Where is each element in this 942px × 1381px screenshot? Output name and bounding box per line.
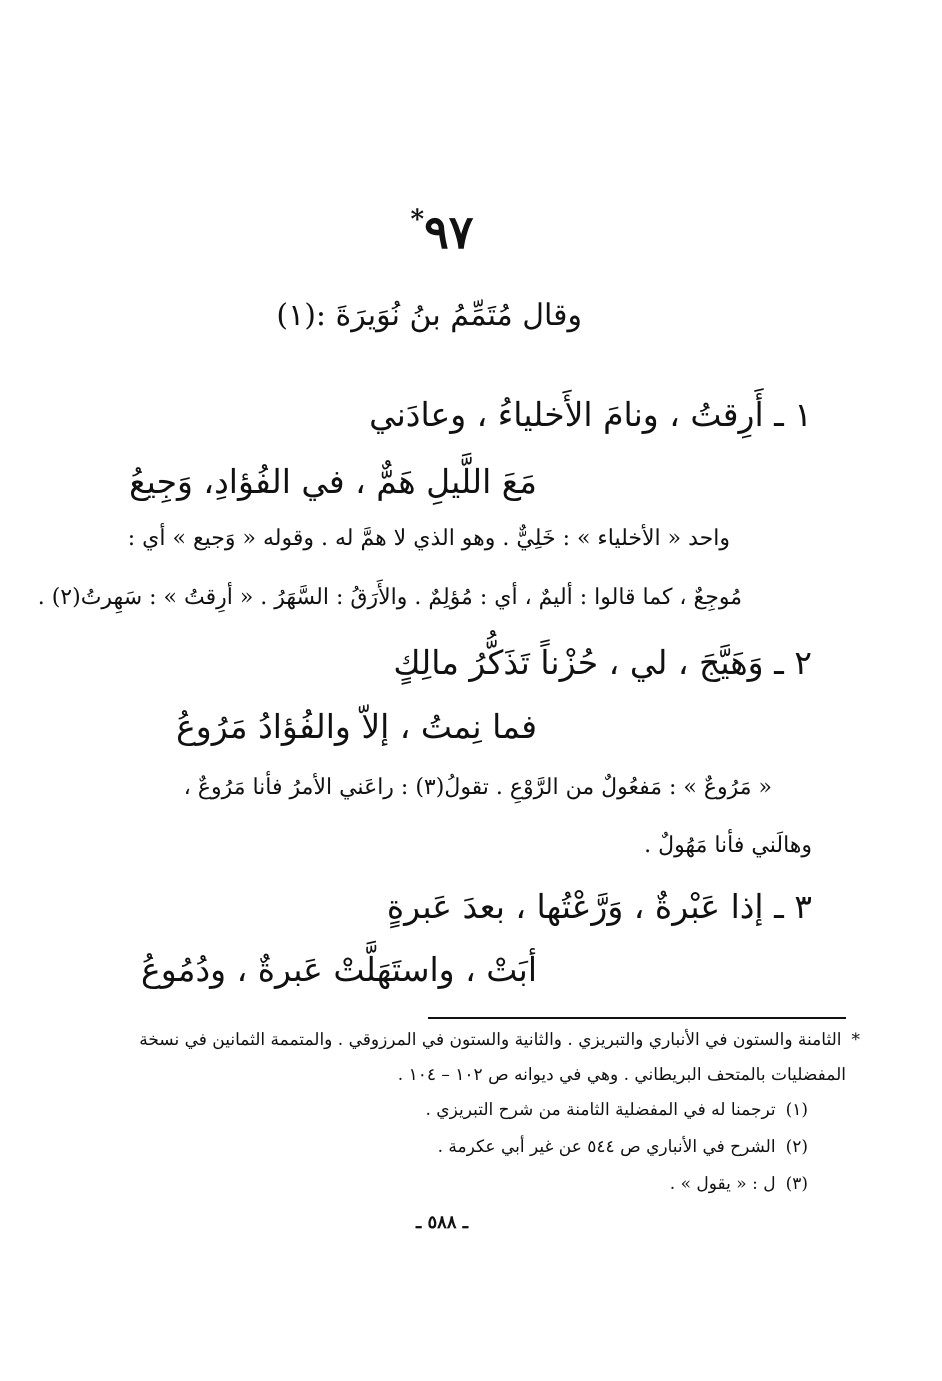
footnote-1-text: ترجمنا له في المفضلية الثامنة من شرح التبريزي . (425, 1100, 776, 1120)
page-number: ـ ٥٨٨ ـ (415, 1212, 469, 1233)
footnote-1-number: (١) (785, 1100, 808, 1120)
verse-3-first-hemistich: ٣ ـ إذا عَبْرةٌ ، وَرَّعْتُها ، بعدَ عَبرةٍ (386, 887, 812, 926)
verse-3-second-hemistich: أبَتْ ، واستَهَلَّتْ عَبرةٌ ، ودُمُوعُ (141, 950, 537, 989)
verse-1-second-hemistich: مَعَ اللَّيلِ هَمٌّ ، في الفُؤادِ، وَجِيعُ (129, 462, 537, 501)
footnote-2-number: (٢) (785, 1137, 808, 1157)
footnote-2-text: الشرح في الأنباري ص ٥٤٤ عن غير أبي عكرمة . (437, 1137, 776, 1157)
footnote-3 (670, 1174, 808, 1194)
footnote-2 (438, 1137, 808, 1157)
footnote-star-line-1 (139, 1030, 860, 1050)
gloss-2-line-1: « مَرُوعٌ » : مَفعُولٌ من الرَّوْعِ . تقولُ(٣) : راعَني الأمرُ فأنا مَرُوعٌ ، (183, 775, 772, 800)
gloss-1-line-1: واحد « الأخلياء » : خَلِيٌّ . وهو الذي لا همَّ له . وقوله « وَجيع » أي : (127, 526, 730, 551)
footnote-star-marker: * (851, 1030, 860, 1050)
gloss-2-line-2: وهالَني فأنا مَهُولٌ . (644, 833, 812, 858)
poem-intro: وقال مُتَمِّمُ بنُ نُوَيرَةَ :(١) (276, 298, 582, 333)
footnote-3-text: ل : « يقول » . (669, 1174, 776, 1194)
verse-1-first-hemistich: ١ ـ أَرِقتُ ، ونامَ الأَخلياءُ ، وعادَني (369, 395, 812, 434)
footnote-3-number: (٣) (785, 1174, 808, 1194)
footnote-star-text-1: الثامنة والستون في الأنباري والتبريزي . والثانية والستون في المرزوقي . والمتممة الثمانين في نسخة (139, 1030, 842, 1050)
poem-star-marker: * (410, 205, 425, 235)
gloss-1-line-2: مُوجِعٌ ، كما قالوا : أليمٌ ، أي : مُؤلِمٌ . والأَرَقُ : السَّهَرُ . « أرِقتُ » : سَهِرتُ(٢) . (37, 585, 742, 610)
verse-2-second-hemistich: فما نِمتُ ، إلاّ والفُؤادُ مَرُوعُ (176, 707, 537, 746)
footnote-1 (425, 1100, 808, 1120)
verse-2-first-hemistich: ٢ ـ وَهَيَّجَ ، لي ، حُزْناً تَذَكُّرُ مالِكٍ (393, 643, 812, 682)
poem-number: ٩٧ (424, 205, 474, 259)
footnote-separator (428, 1017, 846, 1019)
poem-number-heading (392, 205, 492, 259)
footnote-star-line-2: المفضليات بالمتحف البريطاني . وهي في ديوانه ص ١٠٢ – ١٠٤ . (397, 1065, 846, 1085)
